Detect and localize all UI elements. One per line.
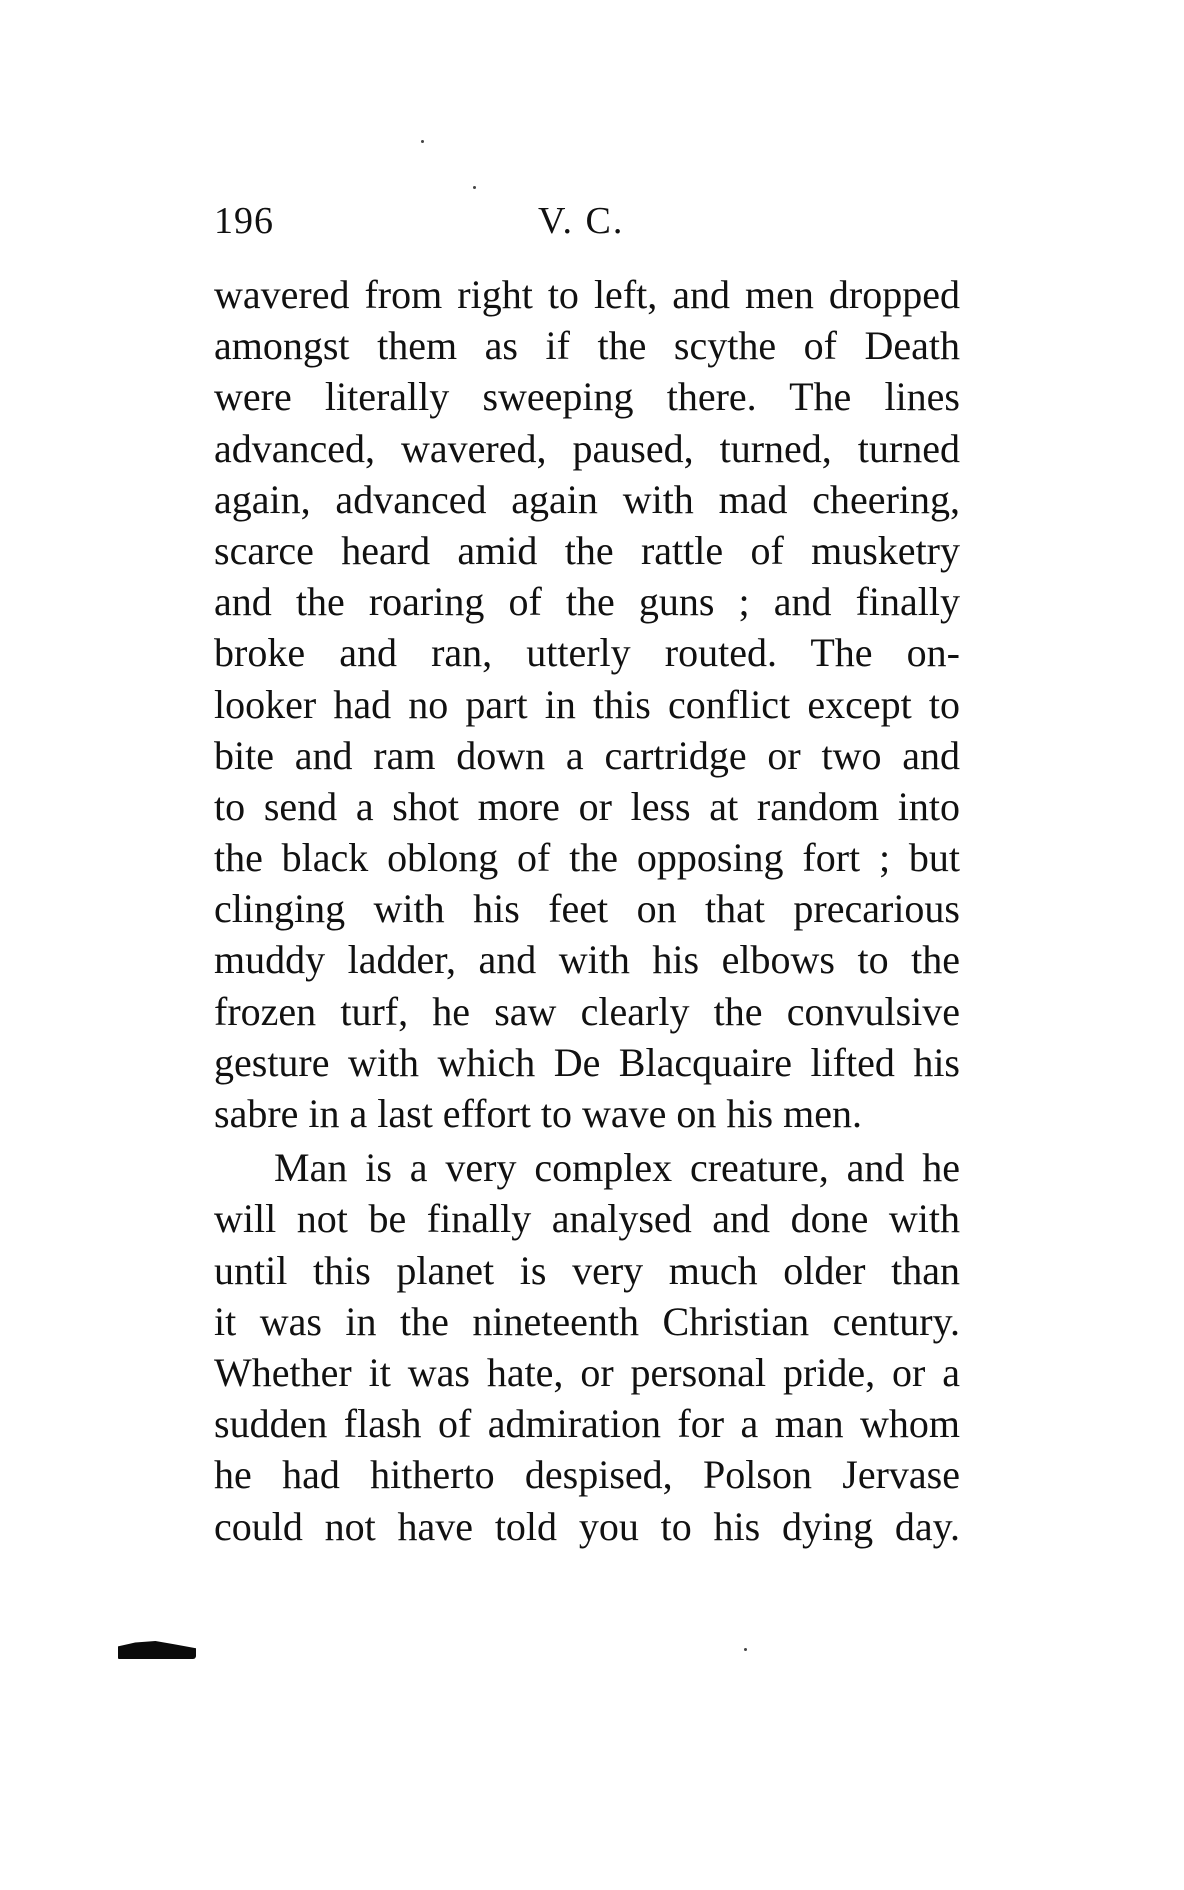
paragraph-2 — [214, 1142, 960, 1552]
text-line: amongst them as if the scythe of Death — [214, 323, 960, 369]
text-line: until this planet is very much older than — [214, 1247, 960, 1293]
text-line: the black oblong of the opposing fort ; but — [214, 835, 960, 881]
text-line: bite and ram down a cartridge or two and — [214, 732, 960, 778]
text-line: were literally sweeping there. The lines — [214, 374, 960, 420]
running-title: V. C. — [538, 200, 625, 242]
text-line: Whether it was hate, or personal pride, or a — [214, 1349, 960, 1395]
running-head — [214, 196, 960, 246]
text-line: gesture with which De Blacquaire lifted his — [214, 1039, 960, 1085]
ink-smudge — [118, 1641, 196, 1659]
page-number: 196 — [214, 200, 274, 242]
text-line: to send a shot more or less at random into — [214, 783, 960, 829]
text-line: again, advanced again with mad cheering, — [214, 476, 960, 522]
text-line: he had hitherto despised, Polson Jervase — [214, 1452, 960, 1498]
text-line: looker had no part in this conflict except to — [214, 681, 960, 727]
text-line: scarce heard amid the rattle of musketry — [214, 527, 960, 573]
text-line: advanced, wavered, paused, turned, turned — [214, 425, 960, 471]
text-line: Man is a very complex creature, and he — [274, 1145, 960, 1191]
text-line: could not have told you to his dying day. — [214, 1503, 960, 1549]
text-line: frozen turf, he saw clearly the convulsive — [214, 988, 960, 1034]
dust-speck — [473, 186, 476, 189]
text-line: muddy ladder, and with his elbows to the — [214, 937, 960, 983]
text-line: sudden flash of admiration for a man whom — [214, 1401, 960, 1447]
text-line: sabre in a last effort to wave on his men. — [214, 1091, 862, 1136]
dust-speck — [744, 1648, 747, 1651]
text-line: clinging with his feet on that precarious — [214, 886, 960, 932]
dust-speck — [421, 140, 424, 143]
body-text — [214, 269, 960, 1552]
paragraph-1 — [214, 269, 960, 1139]
text-line: broke and ran, utterly routed. The on- — [214, 630, 960, 676]
text-line: it was in the nineteenth Christian century. — [214, 1298, 960, 1344]
text-line: and the roaring of the guns ; and finally — [214, 579, 960, 625]
text-line: will not be finally analysed and done with — [214, 1196, 960, 1242]
text-line: wavered from right to left, and men dropped — [214, 272, 960, 317]
